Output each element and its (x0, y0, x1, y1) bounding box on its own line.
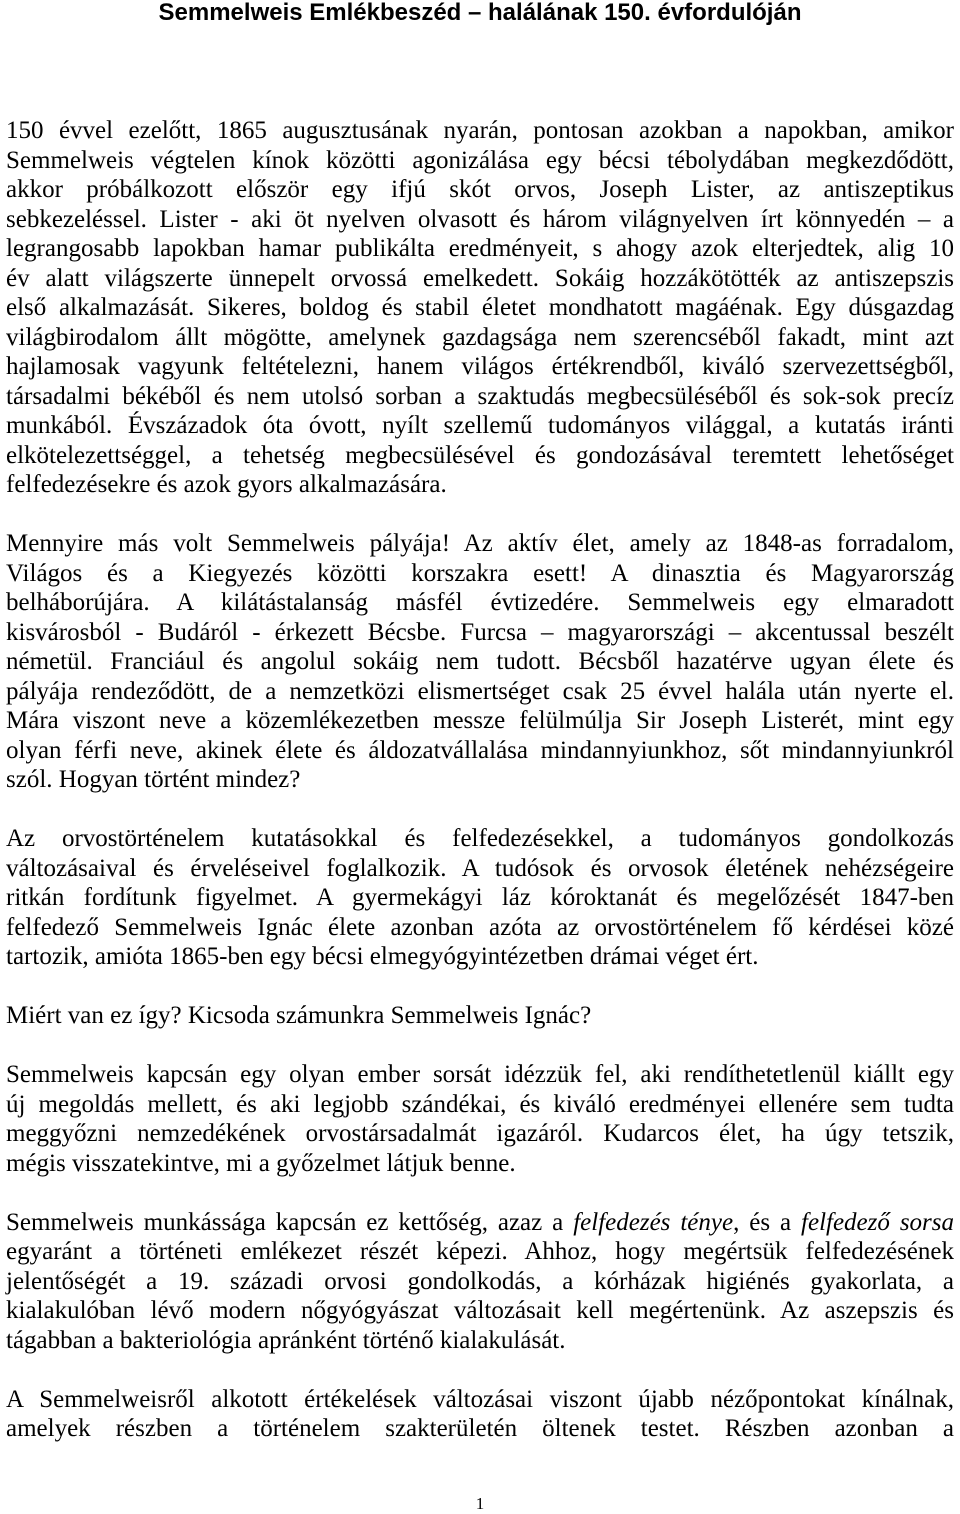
text-line: 150 évvel ezelőtt, 1865 augusztusának nyarán, pontosan azokban a napokban, amikor (6, 117, 954, 144)
text-line: új megoldás mellett, és aki legjobb szándékai, és kiváló eredményei ellenére sem tudta (6, 1090, 954, 1118)
text-line: belháborújára. A kilátástalanság másfél évtizedére. Semmelweis egy elmaradott (6, 589, 954, 616)
text-line: szól. Hogyan történt mindez? (6, 766, 301, 793)
text-line: olyan férfi neve, akinek élete és áldozatvállalása mindannyiunkhoz, sőt mindannyiunkról (6, 736, 954, 764)
text-line: kisvárosból - Budáról - érkezett Bécsbe. Furcsa – magyarországi – akcentussal beszélt (6, 618, 954, 646)
paragraph-3 (6, 824, 954, 972)
text-line: munkából. Évszázadok óta óvott, nyílt szellemű tudományos világgal, a kutatás iránti (6, 412, 954, 439)
paragraph-4 (6, 1001, 954, 1031)
text-line: pályája rendeződött, de a nemzetközi elismertséget csak 25 évvel halála után nyerte el. (6, 677, 954, 705)
text-line: Mára viszont neve a közemlékezetben messze felülmúlja Sir Joseph Listerét, mint egy (6, 707, 954, 734)
italic-phrase: felfedező sorsa (801, 1208, 955, 1236)
paragraph-1 (6, 116, 954, 500)
text-line: legrangosabb lapokban hamar publikálta eredményeit, s ahogy azok elterjedtek, alig 10 (6, 235, 954, 262)
text-line (6, 1208, 954, 1238)
document-body (6, 116, 954, 1473)
text-line: sebkezeléssel. Lister - aki öt nyelven olvasott és három világnyelven írt könnyedén – a (6, 205, 954, 233)
text-line: jelentőségét a 19. századi orvosi gondolkodás, a kórházak higiénés gyakorlata, a (6, 1267, 954, 1295)
text-line: Semmelweis kapcsán egy olyan ember sorsát idézzük fel, aki rendíthetetlenül kiállt egy (6, 1061, 954, 1088)
text-segment: , és a (733, 1208, 802, 1236)
text-line: elkötelezettséggel, a tehetség megbecsülésével és gondozásával teremtett lehetőséget (6, 441, 954, 469)
text-line: Világos és a Kiegyezés közötti korszakra esett! A dinasztia és Magyarország (6, 559, 954, 587)
text-line: kialakulóban lévő modern nőgyógyászat változásait kell megértenünk. Az aszepszis és (6, 1297, 954, 1324)
paragraph-7 (6, 1385, 954, 1444)
text-line: amelyek részben a történelem szakterületén öltenek testet. Részben azonban a (6, 1415, 954, 1442)
document-title: Semmelweis Emlékbeszéd – halálának 150. évfordulóján (158, 0, 802, 26)
text-line: év alatt világszerte ünnepelt orvossá emelkedett. Sokáig hozzákötötték az antiszepszis (6, 264, 954, 292)
text-line: felfedezésekre és azok gyors alkalmazására. (6, 471, 447, 498)
text-line: A Semmelweisről alkotott értékelések változásai viszont újabb nézőpontokat kínálnak, (6, 1385, 954, 1413)
paragraph-2 (6, 529, 954, 795)
text-line: világbirodalom állt mögötte, amelynek gazdagsága nem szerencséből fakadt, mint azt (6, 323, 954, 351)
text-line: Az orvostörténelem kutatásokkal és felfedezésekkel, a tudományos gondolkozás (6, 825, 954, 852)
text-line: első alkalmazását. Sikeres, boldog és stabil életet mondhatott magáénak. Egy dúsgazdag (6, 294, 954, 321)
text-line: Mennyire más volt Semmelweis pályája! Az aktív élet, amely az 1848-as forradalom, (6, 530, 954, 557)
text-line: egyaránt a történeti emlékezet részét képezi. Ahhoz, hogy megértsük felfedezésének (6, 1238, 954, 1265)
text-line: tágabban a bakteriológia apránként történő kialakulását. (6, 1326, 566, 1354)
text-line: tartozik, amióta 1865-ben egy bécsi elmegyógyintézetben drámai véget ért. (6, 943, 759, 970)
text-line: akkor próbálkozott először egy ifjú skót orvos, Joseph Lister, az antiszeptikus (6, 176, 954, 203)
text-line: társadalmi békéből és nem utolsó sorban a szaktudás megbecsüléséből és sok-sok precíz (6, 382, 954, 410)
text-line: ritkán fordítunk figyelmet. A gyermekágyi láz kóroktanát és megelőzését 1847-ben (6, 884, 954, 911)
text-line: mégis visszatekintve, mi a győzelmet látjuk benne. (6, 1149, 516, 1177)
text-line: felfedező Semmelweis Ignác élete azonban azóta az orvostörténelem fő kérdései közé (6, 913, 954, 941)
text-line: Semmelweis végtelen kínok közötti agonizálása egy bécsi tébolydában megkezdődött, (6, 146, 954, 174)
text-line: változásaival és érveléseivel foglalkozik. A tudósok és orvosok életének nehézségeire (6, 854, 954, 882)
italic-phrase: felfedezés ténye (573, 1208, 734, 1236)
text-line: meggyőzni nemzedékének orvostársadalmát igazáról. Kudarcos élet, ha úgy tetszik, (6, 1120, 954, 1147)
text-line: németül. Franciául és angolul sokáig nem tudott. Bécsből hazatérve ugyan élete és (6, 648, 954, 675)
paragraph-6 (6, 1208, 954, 1356)
paragraph-5 (6, 1060, 954, 1178)
text-segment: Semmelweis munkássága kapcsán ez kettőség, azaz a (6, 1208, 574, 1236)
text-line: Miért van ez így? Kicsoda számunkra Semmelweis Ignác? (6, 1002, 592, 1029)
page-number: 1 (475, 1494, 485, 1513)
text-line: hajlamosak vagyunk feltételezni, hanem világos értékrendből, kiváló szervezettségből, (6, 353, 954, 380)
